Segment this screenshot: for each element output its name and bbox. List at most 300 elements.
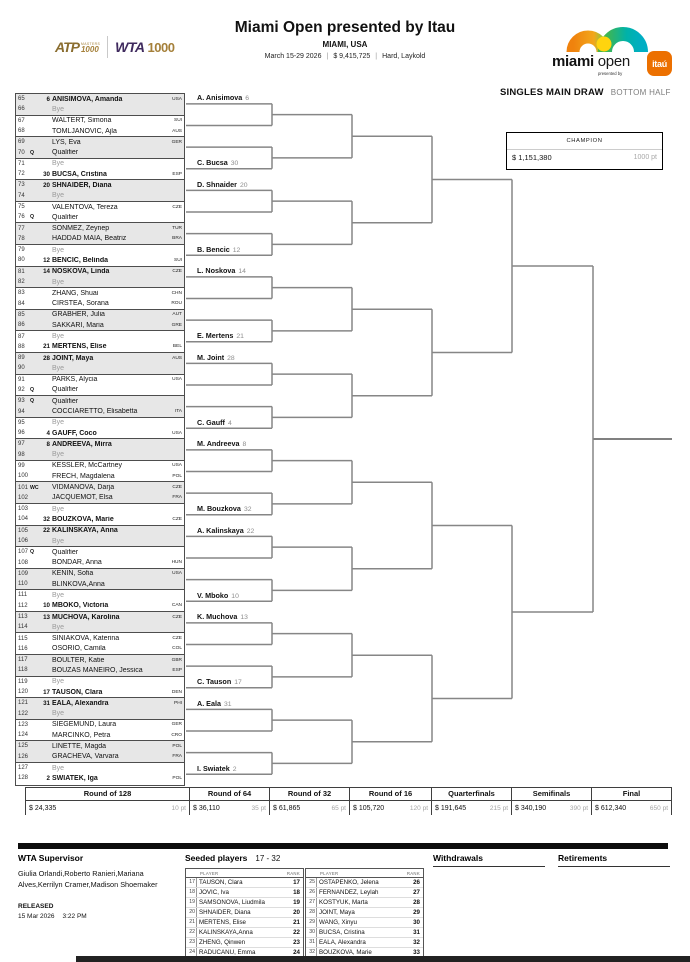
draw-title [500,87,671,98]
entry-marker: Q [30,214,35,221]
seeded-player-row [306,918,423,928]
seeded-player-name: KALINSKAYA,Anna [199,929,253,936]
row-number: 118 [18,667,28,674]
country-code: USA [172,430,182,436]
draw-row [16,385,184,395]
draw-row [16,180,184,190]
seed-number: 17 [43,688,50,696]
round-values [432,801,511,815]
seeded-player-row [186,888,303,898]
wta-logo-text: WTA [115,39,145,55]
seeded-player-rank: 27 [413,889,420,896]
atp-logo-text: ATP [55,39,79,55]
country-code: USA [172,463,182,469]
player-name: ZHANG, Shuai [52,289,99,297]
seeded-seed-number: 29 [306,918,317,927]
round64-player-name: B. Bencic [197,244,230,254]
seeded-player-row [186,898,303,908]
draw-row [16,471,184,481]
row-number: 87 [18,333,25,340]
seed-number: 20 [43,181,50,189]
round64-player-seed: 14 [238,268,246,276]
player-name: JACQUEMOT, Elsa [52,494,113,502]
match-pair-block [16,482,184,504]
seed-number: 6 [46,95,50,103]
draw-row [16,202,184,212]
match-pair-block [16,741,184,763]
player-name: Bye [52,623,65,631]
seeded-player-row [186,918,303,928]
match-pair-block [16,612,184,634]
row-number: 80 [18,257,25,264]
draw-row [16,320,184,330]
row-number: 109 [18,570,29,577]
player-name: MERTENS, Elise [52,343,107,351]
seeded-players-section [185,853,425,958]
row-number: 81 [18,268,25,275]
round64-player-name: M. Bouzkova [197,504,241,514]
seeded-seed-number: 22 [186,928,197,937]
released-label: RELEASED [18,902,54,910]
draw-row [16,450,184,460]
row-number: 110 [18,581,28,588]
row-number: 65 [18,96,25,103]
player-name: VIDMANOVA, Darja [52,484,115,492]
match-pair-block [16,137,184,159]
row-number: 105 [18,527,29,534]
itau-logo [647,51,672,76]
seeded-seed-number: 23 [186,938,197,947]
entry-marker: Q [30,386,35,393]
seeded-players-tables [185,868,425,958]
draw-row [16,342,184,352]
round-column [592,788,672,815]
match-pair-block [16,698,184,720]
player-name: Bye [52,678,65,686]
draw-row [16,687,184,697]
seeded-table-header [186,869,303,878]
player-name: PARKS, Alycia [52,376,98,384]
draw-row [16,223,184,233]
round64-player-label [197,245,240,255]
country-code: SUI [174,118,182,124]
round64-player-label [197,331,244,341]
row-number: 83 [18,290,25,297]
withdrawals-underline [433,866,545,867]
round64-player-seed: 10 [231,592,239,600]
match-pair-block [16,569,184,591]
row-number: 82 [18,279,25,286]
seeded-player-rank: 33 [413,949,420,956]
round-prize: $ 612,340 [595,804,627,812]
seed-number: 8 [46,440,50,448]
row-number: 111 [18,592,28,599]
round64-player-label [197,764,237,774]
player-name: Bye [52,537,65,545]
country-code: CZE [172,516,182,522]
player-name: WALTERT, Simona [52,117,112,125]
entry-marker: Q [30,398,35,405]
draw-row [16,655,184,665]
player-name: TAUSON, Clara [52,688,103,696]
round64-player-seed: 30 [230,160,239,168]
match-pair-block [16,418,184,440]
player-name: FRECH, Magdalena [52,472,115,480]
seeded-player-row [186,938,303,948]
player-name: ANISIMOVA, Amanda [52,95,123,103]
round64-player-name: M. Joint [197,352,225,362]
row-number: 120 [18,689,29,696]
match-pair-block [16,375,184,397]
player-name: MBOKO, Victoria [52,602,109,610]
miami-open-arcs-icon [564,9,654,53]
seeded-player-name: SAMSONOVA, Liudmila [199,899,265,906]
row-number: 104 [18,516,29,523]
released-date: 15 Mar 2026 [18,912,55,920]
brand-open: open [597,53,630,70]
draw-panel [15,93,185,786]
round-prize: $ 105,720 [353,804,385,812]
atp-1000-label: 1000 [80,45,99,54]
seeded-player-row [306,908,423,918]
row-number: 101 [18,484,29,491]
entry-marker: Q [30,549,35,556]
draw-row [16,126,184,136]
player-name: MARCINKO, Petra [52,731,111,739]
draw-row [16,730,184,740]
supervisor-heading: WTA Supervisor [18,853,84,863]
match-pair-block [16,288,184,310]
row-number: 90 [18,365,25,372]
draw-row [16,763,184,773]
match-pair-block [16,159,184,181]
draw-row [16,439,184,449]
rank-column-header: RANK [286,870,300,876]
seeded-player-rank: 30 [413,919,420,926]
player-name: LINETTE, Magda [52,742,107,750]
row-number: 92 [18,386,25,393]
row-number: 76 [18,214,25,221]
draw-row [16,277,184,287]
row-number: 84 [18,300,25,307]
match-pair-block [16,461,184,483]
round64-player-seed: 22 [246,527,255,535]
seeded-table-right [305,868,424,958]
withdrawals-section [433,853,545,867]
row-number: 91 [18,376,25,383]
country-code: CAN [171,603,182,609]
tournament-info [185,53,505,60]
country-code: CZE [172,636,182,642]
match-pair-block [16,655,184,677]
row-number: 75 [18,204,25,211]
country-code: CZE [172,614,182,620]
seeded-players-range: 17 - 32 [255,854,281,863]
seeded-player-name: JOVIC, Iva [199,889,229,896]
logo-divider [107,36,108,58]
draw-row [16,590,184,600]
round64-player-seed: 6 [245,95,250,103]
round-column [190,788,270,815]
row-number: 122 [18,710,29,717]
match-pair-block [16,396,184,418]
country-code: CZE [172,485,182,491]
row-number: 66 [18,106,25,113]
player-name: Bye [52,192,65,200]
round-values [270,801,349,815]
country-code: SUI [174,257,182,263]
seeded-player-name: OSTAPENKO, Jelena [319,879,379,886]
row-number: 127 [18,765,29,772]
draw-row [16,482,184,492]
seeded-player-rank: 20 [293,909,300,916]
draw-row [16,147,184,157]
row-number: 121 [18,700,29,707]
entry-marker: Q [30,149,35,156]
seeded-seed-number: 32 [306,948,317,957]
seeded-player-name: BUCSA, Cristina [319,929,365,936]
player-name: SAKKARI, Maria [52,321,104,329]
row-number: 74 [18,192,25,199]
country-code: ROU [171,301,182,307]
draw-row [16,493,184,503]
country-code: ITA [174,409,182,415]
player-name: Bye [52,710,65,718]
seeded-seed-number: 30 [306,928,317,937]
country-code: COL [172,646,182,652]
draw-row [16,375,184,385]
seeded-player-row [306,928,423,938]
player-name: Bye [52,505,65,513]
round64-player-label [197,180,248,190]
seeded-player-name: FERNANDEZ, Leylah [319,889,379,896]
round-label: Semifinals [512,788,591,801]
country-code: POL [172,473,182,479]
match-pair-block [16,439,184,461]
seed-number: 12 [43,256,50,264]
seeded-players-heading: Seeded players [185,853,248,863]
round-prize: $ 36,110 [193,804,220,812]
player-name: CIRSTEA, Sorana [52,300,109,308]
match-pair-block [16,633,184,655]
draw-row [16,708,184,718]
retirements-underline [558,866,670,867]
row-number: 95 [18,419,25,426]
round-label: Final [592,788,671,801]
row-number: 72 [18,171,25,178]
seeded-player-row [186,878,303,888]
round-column [432,788,512,815]
atp-masters-label: MASTERS [80,41,101,46]
round-values [190,801,269,815]
released-time: 3:22 PM [62,912,87,920]
row-number: 94 [18,408,25,415]
draw-row [16,504,184,514]
row-number: 103 [18,506,29,513]
player-name: Bye [52,419,65,427]
round-points: 120 pt [409,804,428,812]
seed-number: 28 [43,354,50,362]
match-pair-block [16,504,184,526]
country-code: ESP [172,171,182,177]
country-code: FRA [172,495,182,501]
round64-player-seed: 12 [232,246,241,254]
bottom-half-label: BOTTOM HALF [610,88,671,97]
country-code: CZE [172,269,182,275]
seed-number: 4 [46,429,50,437]
player-name: Bye [52,764,65,772]
player-name: GRACHEVA, Varvara [52,753,119,761]
player-name: EALA, Alexandra [52,699,109,707]
round-values [512,801,591,815]
round-column [512,788,592,815]
player-column-header: PLAYER [320,870,339,876]
seeded-player-row [186,928,303,938]
country-code: CZE [172,204,182,210]
row-number: 89 [18,355,25,362]
seed-number: 10 [43,602,50,610]
row-number: 124 [18,732,29,739]
round64-player-seed: 32 [243,506,252,514]
draw-row [16,514,184,524]
draw-row [16,104,184,114]
country-code: AUT [172,312,182,318]
row-number: 119 [18,678,28,685]
player-name: NOSKOVA, Linda [52,268,110,276]
player-name: OSORIO, Camila [52,645,106,653]
seeded-seed-number: 26 [306,888,317,897]
row-number: 117 [18,657,28,664]
match-pair-block [16,267,184,289]
champion-box [506,132,663,170]
country-code: AUS [172,128,182,134]
singles-main-draw-label: SINGLES MAIN DRAW [500,87,604,98]
round-column [270,788,350,815]
seeded-player-rank: 28 [413,899,420,906]
row-number: 97 [18,441,25,448]
round-column [350,788,432,815]
draw-row [16,601,184,611]
seed-number: 21 [43,343,50,351]
seeded-player-rank: 29 [413,909,420,916]
round-values [350,801,431,815]
player-name: Bye [52,160,65,168]
draw-row [16,310,184,320]
champion-points: 1000 pt [633,154,657,161]
champion-label: CHAMPION [566,138,603,144]
player-name: JOINT, Maya [52,354,94,362]
player-name: SWIATEK, Iga [52,774,98,782]
round64-player-name: D. Shnaider [197,179,237,189]
round64-player-label [197,526,254,536]
seeded-player-row [306,938,423,948]
round64-player-seed: 20 [239,181,248,189]
round-label: Quarterfinals [432,788,511,801]
player-name: KENIN, Sofia [52,570,94,578]
player-name: Qualifier [52,397,79,405]
row-number: 68 [18,128,25,135]
row-number: 69 [18,139,25,146]
player-name: BUCSA, Cristina [52,170,107,178]
seeded-seed-number: 21 [186,918,197,927]
draw-row [16,536,184,546]
player-name: SONMEZ, Zeynep [52,225,110,233]
match-pair-block [16,223,184,245]
round-column [25,788,190,815]
match-pair-block [16,547,184,569]
row-number: 112 [18,602,28,609]
player-name: Bye [52,278,65,286]
draw-row [16,720,184,730]
player-name: VALENTOVA, Tereza [52,203,118,211]
row-number: 125 [18,743,29,750]
draw-row [16,633,184,643]
row-number: 99 [18,462,25,469]
draw-row [16,418,184,428]
player-name: Qualifier [52,548,79,556]
row-number: 98 [18,451,25,458]
round-label: Round of 16 [350,788,431,801]
player-name: BOUZKOVA, Marie [52,515,114,523]
retirements-heading: Retirements [558,853,608,863]
draw-row [16,644,184,654]
round64-player-label [197,591,239,601]
round64-player-seed: 28 [227,354,235,362]
row-number: 116 [18,645,28,652]
seeded-player-rank: 23 [293,939,300,946]
match-pair-block [16,331,184,353]
row-number: 108 [18,559,29,566]
round64-player-name: A. Anisimova [197,93,243,103]
released-datetime [18,913,178,920]
draw-row [16,526,184,536]
draw-row [16,159,184,169]
draw-row [16,547,184,557]
match-pair-block [16,526,184,548]
round64-player-name: E. Mertens [197,331,234,341]
match-pair-block [16,116,184,138]
player-name: SIEGEMUND, Laura [52,721,117,729]
tournament-title: Miami Open presented by Itau [234,19,456,36]
row-number: 126 [18,753,29,760]
round64-player-name: C. Bucsa [197,158,228,168]
seeded-player-row [306,898,423,908]
country-code: GRE [171,322,182,328]
row-number: 114 [18,624,28,631]
player-name: Qualifier [52,386,79,394]
seeded-player-rank: 24 [293,949,300,956]
rank-column-header: RANK [406,870,420,876]
player-name: TOMLJANOVIC, Ajla [52,127,117,135]
round64-player-name: M. Andreeva [197,439,240,449]
player-name: Bye [52,364,65,372]
country-code: FRA [172,754,182,760]
round64-player-label [197,353,235,363]
round-label: Round of 128 [26,788,189,801]
draw-row [16,331,184,341]
seeded-player-row [306,878,423,888]
player-name: LYS, Eva [52,138,81,146]
draw-row [16,677,184,687]
wta-1000-logo [115,39,174,55]
row-number: 115 [18,635,28,642]
seeded-seed-number: 25 [306,878,317,887]
row-number: 79 [18,247,25,254]
seeded-seed-number: 18 [186,888,197,897]
row-number: 96 [18,430,25,437]
country-code: POL [172,775,182,781]
row-number: 73 [18,182,25,189]
